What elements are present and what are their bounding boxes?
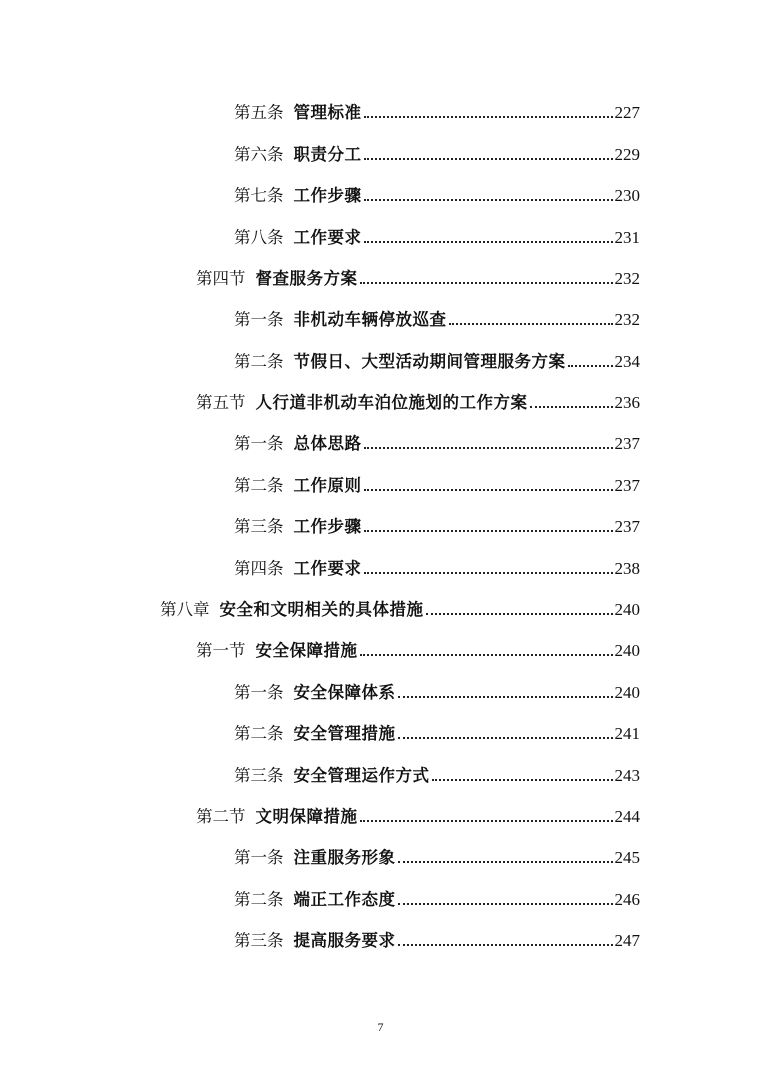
toc-entry[interactable]	[234, 178, 640, 206]
dot-leader	[364, 116, 613, 118]
toc-title: 安全保障措施	[255, 641, 358, 660]
toc-number: 第二条	[234, 352, 284, 371]
toc-entry[interactable]	[234, 923, 640, 951]
dot-leader	[364, 489, 613, 491]
toc-title: 工作步骤	[293, 186, 362, 205]
toc-entry[interactable]	[196, 385, 640, 413]
toc-number: 第五节	[196, 393, 246, 412]
toc-page-number: 237	[614, 517, 640, 536]
toc-page-number: 231	[614, 228, 640, 247]
toc-title: 督查服务方案	[255, 269, 358, 288]
toc-title: 节假日、大型活动期间管理服务方案	[293, 352, 566, 371]
dot-leader	[364, 447, 613, 449]
toc-number: 第八章	[160, 600, 210, 619]
dot-leader	[364, 158, 613, 160]
toc-number: 第三条	[234, 766, 284, 785]
toc-page-number: 247	[614, 931, 640, 950]
toc-title: 职责分工	[293, 145, 362, 164]
toc-page-number: 240	[614, 683, 640, 702]
dot-leader	[398, 737, 613, 739]
dot-leader	[568, 365, 613, 367]
toc-page-number: 229	[614, 145, 640, 164]
toc-number: 第二条	[234, 890, 284, 909]
toc-title: 提高服务要求	[293, 931, 396, 950]
toc-number: 第四条	[234, 559, 284, 578]
toc-entry[interactable]	[234, 137, 640, 165]
dot-leader	[364, 572, 613, 574]
dot-leader	[364, 241, 613, 243]
toc-title: 工作要求	[293, 228, 362, 247]
toc-page-number: 227	[614, 103, 640, 122]
toc-entry[interactable]	[234, 758, 640, 786]
toc-title: 总体思路	[293, 434, 362, 453]
toc-number: 第二条	[234, 476, 284, 495]
toc-entry[interactable]	[234, 882, 640, 910]
toc-entry[interactable]	[234, 675, 640, 703]
toc-number: 第二节	[196, 807, 246, 826]
dot-leader	[360, 654, 613, 656]
toc-number: 第六条	[234, 145, 284, 164]
toc-number: 第一条	[234, 683, 284, 702]
toc-title: 工作要求	[293, 559, 362, 578]
dot-leader	[360, 282, 613, 284]
toc-page-number: 238	[614, 559, 640, 578]
toc-entry[interactable]	[196, 799, 640, 827]
toc-number: 第五条	[234, 103, 284, 122]
toc-number: 第一节	[196, 641, 246, 660]
toc-page-number: 237	[614, 476, 640, 495]
toc-title: 安全管理运作方式	[293, 766, 430, 785]
toc-number: 第四节	[196, 269, 246, 288]
dot-leader	[426, 613, 613, 615]
toc-entry[interactable]	[234, 426, 640, 454]
toc-page-number: 243	[614, 766, 640, 785]
toc-page-number: 245	[614, 848, 640, 867]
toc-page-number: 232	[614, 269, 640, 288]
dot-leader	[398, 903, 613, 905]
toc-page-number: 244	[614, 807, 640, 826]
toc-page-number: 234	[614, 352, 640, 371]
toc-title: 工作原则	[293, 476, 362, 495]
toc-page-number: 237	[614, 434, 640, 453]
toc-entry[interactable]	[234, 468, 640, 496]
toc-number: 第三条	[234, 517, 284, 536]
toc-title: 非机动车辆停放巡查	[293, 310, 447, 329]
toc-number: 第三条	[234, 931, 284, 950]
toc-number: 第一条	[234, 310, 284, 329]
dot-leader	[360, 820, 613, 822]
toc-title: 注重服务形象	[293, 848, 396, 867]
toc-page-number: 240	[614, 600, 640, 619]
toc-title: 人行道非机动车泊位施划的工作方案	[255, 393, 528, 412]
toc-page-number: 232	[614, 310, 640, 329]
dot-leader	[398, 861, 613, 863]
toc-entry[interactable]	[234, 220, 640, 248]
toc-page-number: 240	[614, 641, 640, 660]
toc-entry[interactable]	[234, 551, 640, 579]
toc-entry[interactable]	[234, 840, 640, 868]
page-number-footer: 7	[377, 1020, 384, 1034]
toc-entry[interactable]	[196, 633, 640, 661]
dot-leader	[364, 199, 613, 201]
toc-number: 第二条	[234, 724, 284, 743]
dot-leader	[449, 323, 613, 325]
toc-entry[interactable]	[160, 592, 640, 620]
toc-title: 文明保障措施	[255, 807, 358, 826]
dot-leader	[432, 779, 613, 781]
toc-entry[interactable]	[234, 716, 640, 744]
toc-title: 安全和文明相关的具体措施	[219, 600, 424, 619]
dot-leader	[530, 406, 613, 408]
dot-leader	[364, 530, 613, 532]
toc-number: 第七条	[234, 186, 284, 205]
dot-leader	[398, 944, 613, 946]
toc-number: 第一条	[234, 848, 284, 867]
toc-title: 管理标准	[293, 103, 362, 122]
toc-entry[interactable]	[234, 344, 640, 372]
toc-page-number: 230	[614, 186, 640, 205]
toc-page-number: 246	[614, 890, 640, 909]
toc-number: 第八条	[234, 228, 284, 247]
toc-page-number: 241	[614, 724, 640, 743]
dot-leader	[398, 696, 613, 698]
toc-entry[interactable]	[196, 261, 640, 289]
toc-title: 安全保障体系	[293, 683, 396, 702]
toc-page-number: 236	[614, 393, 640, 412]
toc-title: 安全管理措施	[293, 724, 396, 743]
toc-entry[interactable]	[234, 302, 640, 330]
toc-entry[interactable]	[234, 509, 640, 537]
toc-title: 工作步骤	[293, 517, 362, 536]
toc-number: 第一条	[234, 434, 284, 453]
toc-title: 端正工作态度	[293, 890, 396, 909]
toc-entry[interactable]	[234, 95, 640, 123]
